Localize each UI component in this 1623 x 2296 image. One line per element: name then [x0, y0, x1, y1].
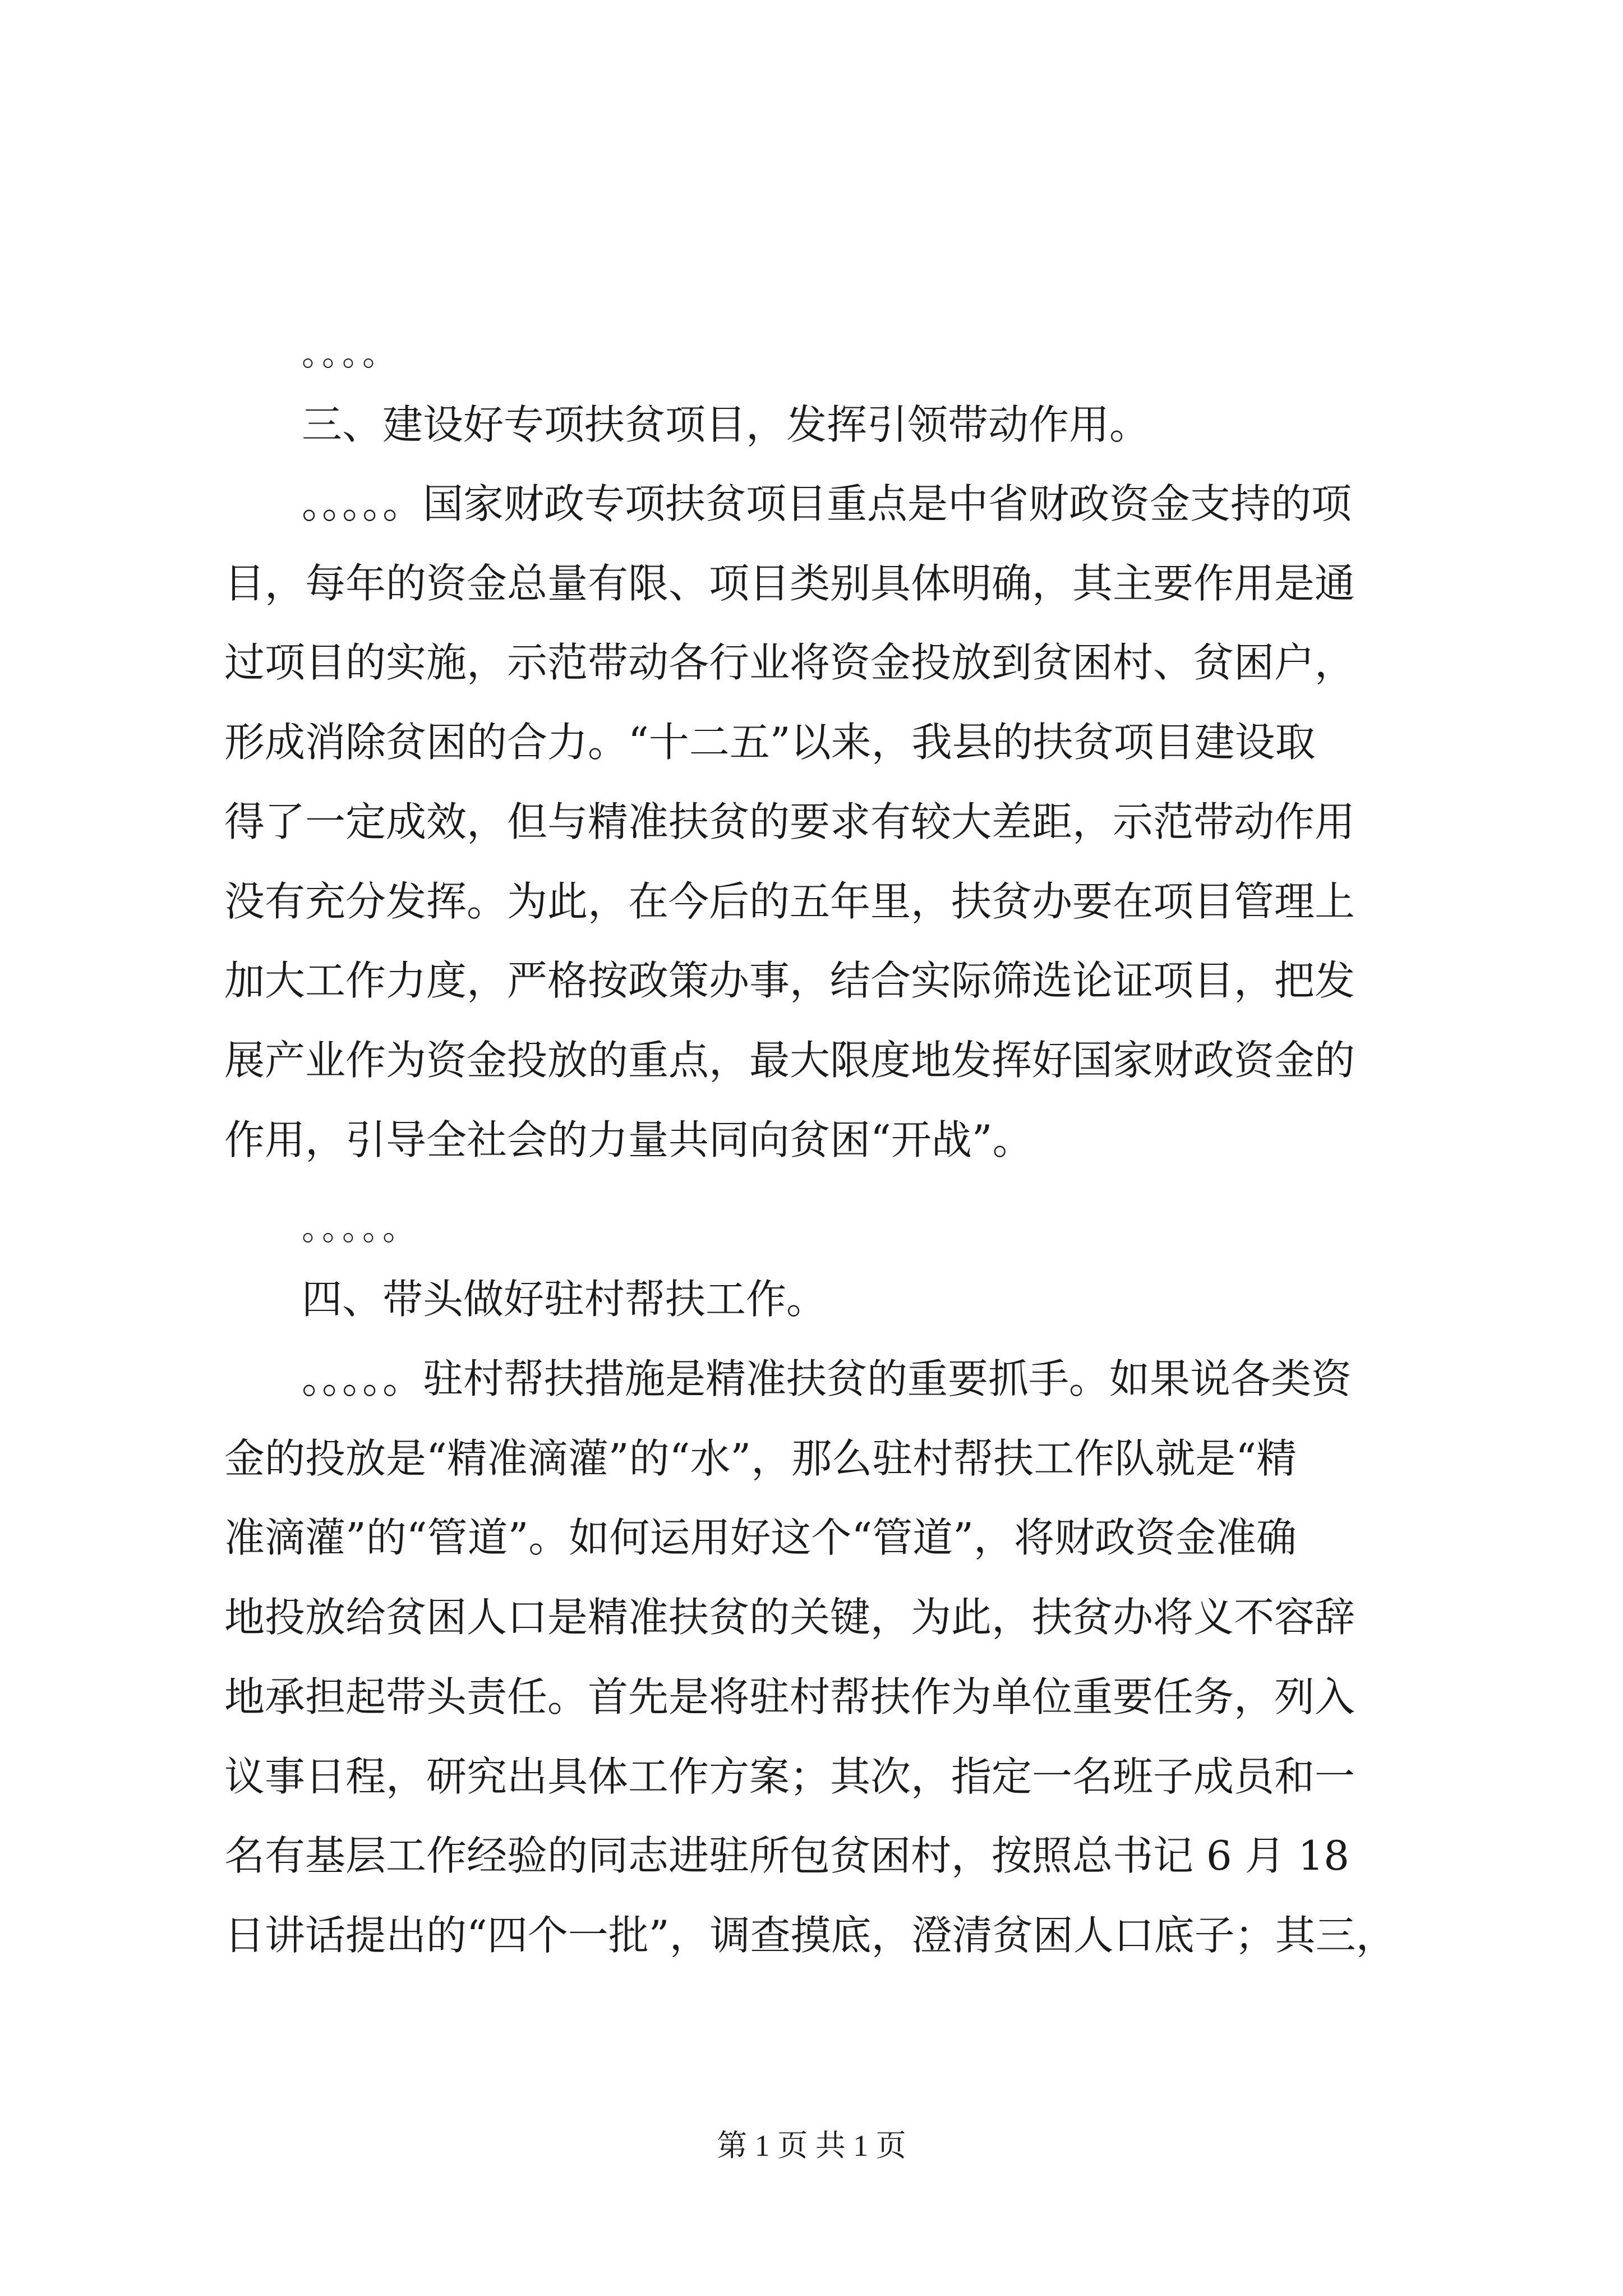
paragraph-4-line: 名有基层工作经验的同志进驻所包贫困村，按照总书记 6 月 18 — [224, 1832, 1350, 1879]
paragraph-3-line: 没有充分发挥。为此，在今后的五年里，扶贫办要在项目管理上 — [224, 878, 1355, 925]
paragraph-3-line: 过项目的实施，示范带动各行业将资金投放到贫困村、贫困户， — [224, 639, 1355, 686]
paragraph-4-line: 准滴灌”的“管道”。如何运用好这个“管道”，将财政资金准确 — [224, 1514, 1297, 1561]
section-heading-4: 四、带头做好驻村帮扶工作。 — [302, 1276, 827, 1323]
paragraph-4-line: 地投放给贫困人口是精准扶贫的关键，为此，扶贫办将义不容辞 — [224, 1594, 1355, 1641]
page-footer: 第 1 页 共 1 页 — [717, 2129, 906, 2162]
paragraph-3-line: 目，每年的资金总量有限、项目类别具体明确，其主要作用是通 — [224, 560, 1355, 607]
paragraph-4-line: 。。。。。驻村帮扶措施是精准扶贫的重要抓手。如果说各类资 — [302, 1355, 1352, 1402]
section-heading-3: 三、建设好专项扶贫项目，发挥引领带动作用。 — [302, 401, 1150, 448]
paragraph-3-line: 。。。。。国家财政专项扶贫项目重点是中省财政资金支持的项 — [302, 480, 1352, 527]
paragraph-3-line: 形成消除贫困的合力。“十二五”以来，我县的扶贫项目建设取 — [224, 719, 1316, 766]
ellipsis-marker: 。。。。。 — [302, 1209, 419, 1248]
paragraph-4-line: 金的投放是“精准滴灌”的“水”，那么驻村帮扶工作队就是“精 — [224, 1435, 1297, 1482]
paragraph-3-line: 作用，引导全社会的力量共同向贫困“开战”。 — [224, 1116, 1033, 1163]
paragraph-3-line: 展产业作为资金投放的重点，最大限度地发挥好国家财政资金的 — [224, 1037, 1355, 1084]
ellipsis-marker: 。。。。 — [302, 334, 399, 374]
paragraph-4-line: 日讲话提出的“四个一批”，调查摸底，澄清贫困人口底子；其三， — [224, 1912, 1396, 1959]
paragraph-4-line: 议事日程，研究出具体工作方案；其次，指定一名班子成员和一 — [224, 1753, 1355, 1800]
paragraph-4-line: 地承担起带头责任。首先是将驻村帮扶作为单位重要任务，列入 — [224, 1673, 1355, 1720]
paragraph-3-line: 得了一定成效，但与精准扶贫的要求有较大差距，示范带动作用 — [224, 798, 1355, 845]
paragraph-3-line: 加大工作力度，严格按政策办事，结合实际筛选论证项目，把发 — [224, 957, 1355, 1004]
